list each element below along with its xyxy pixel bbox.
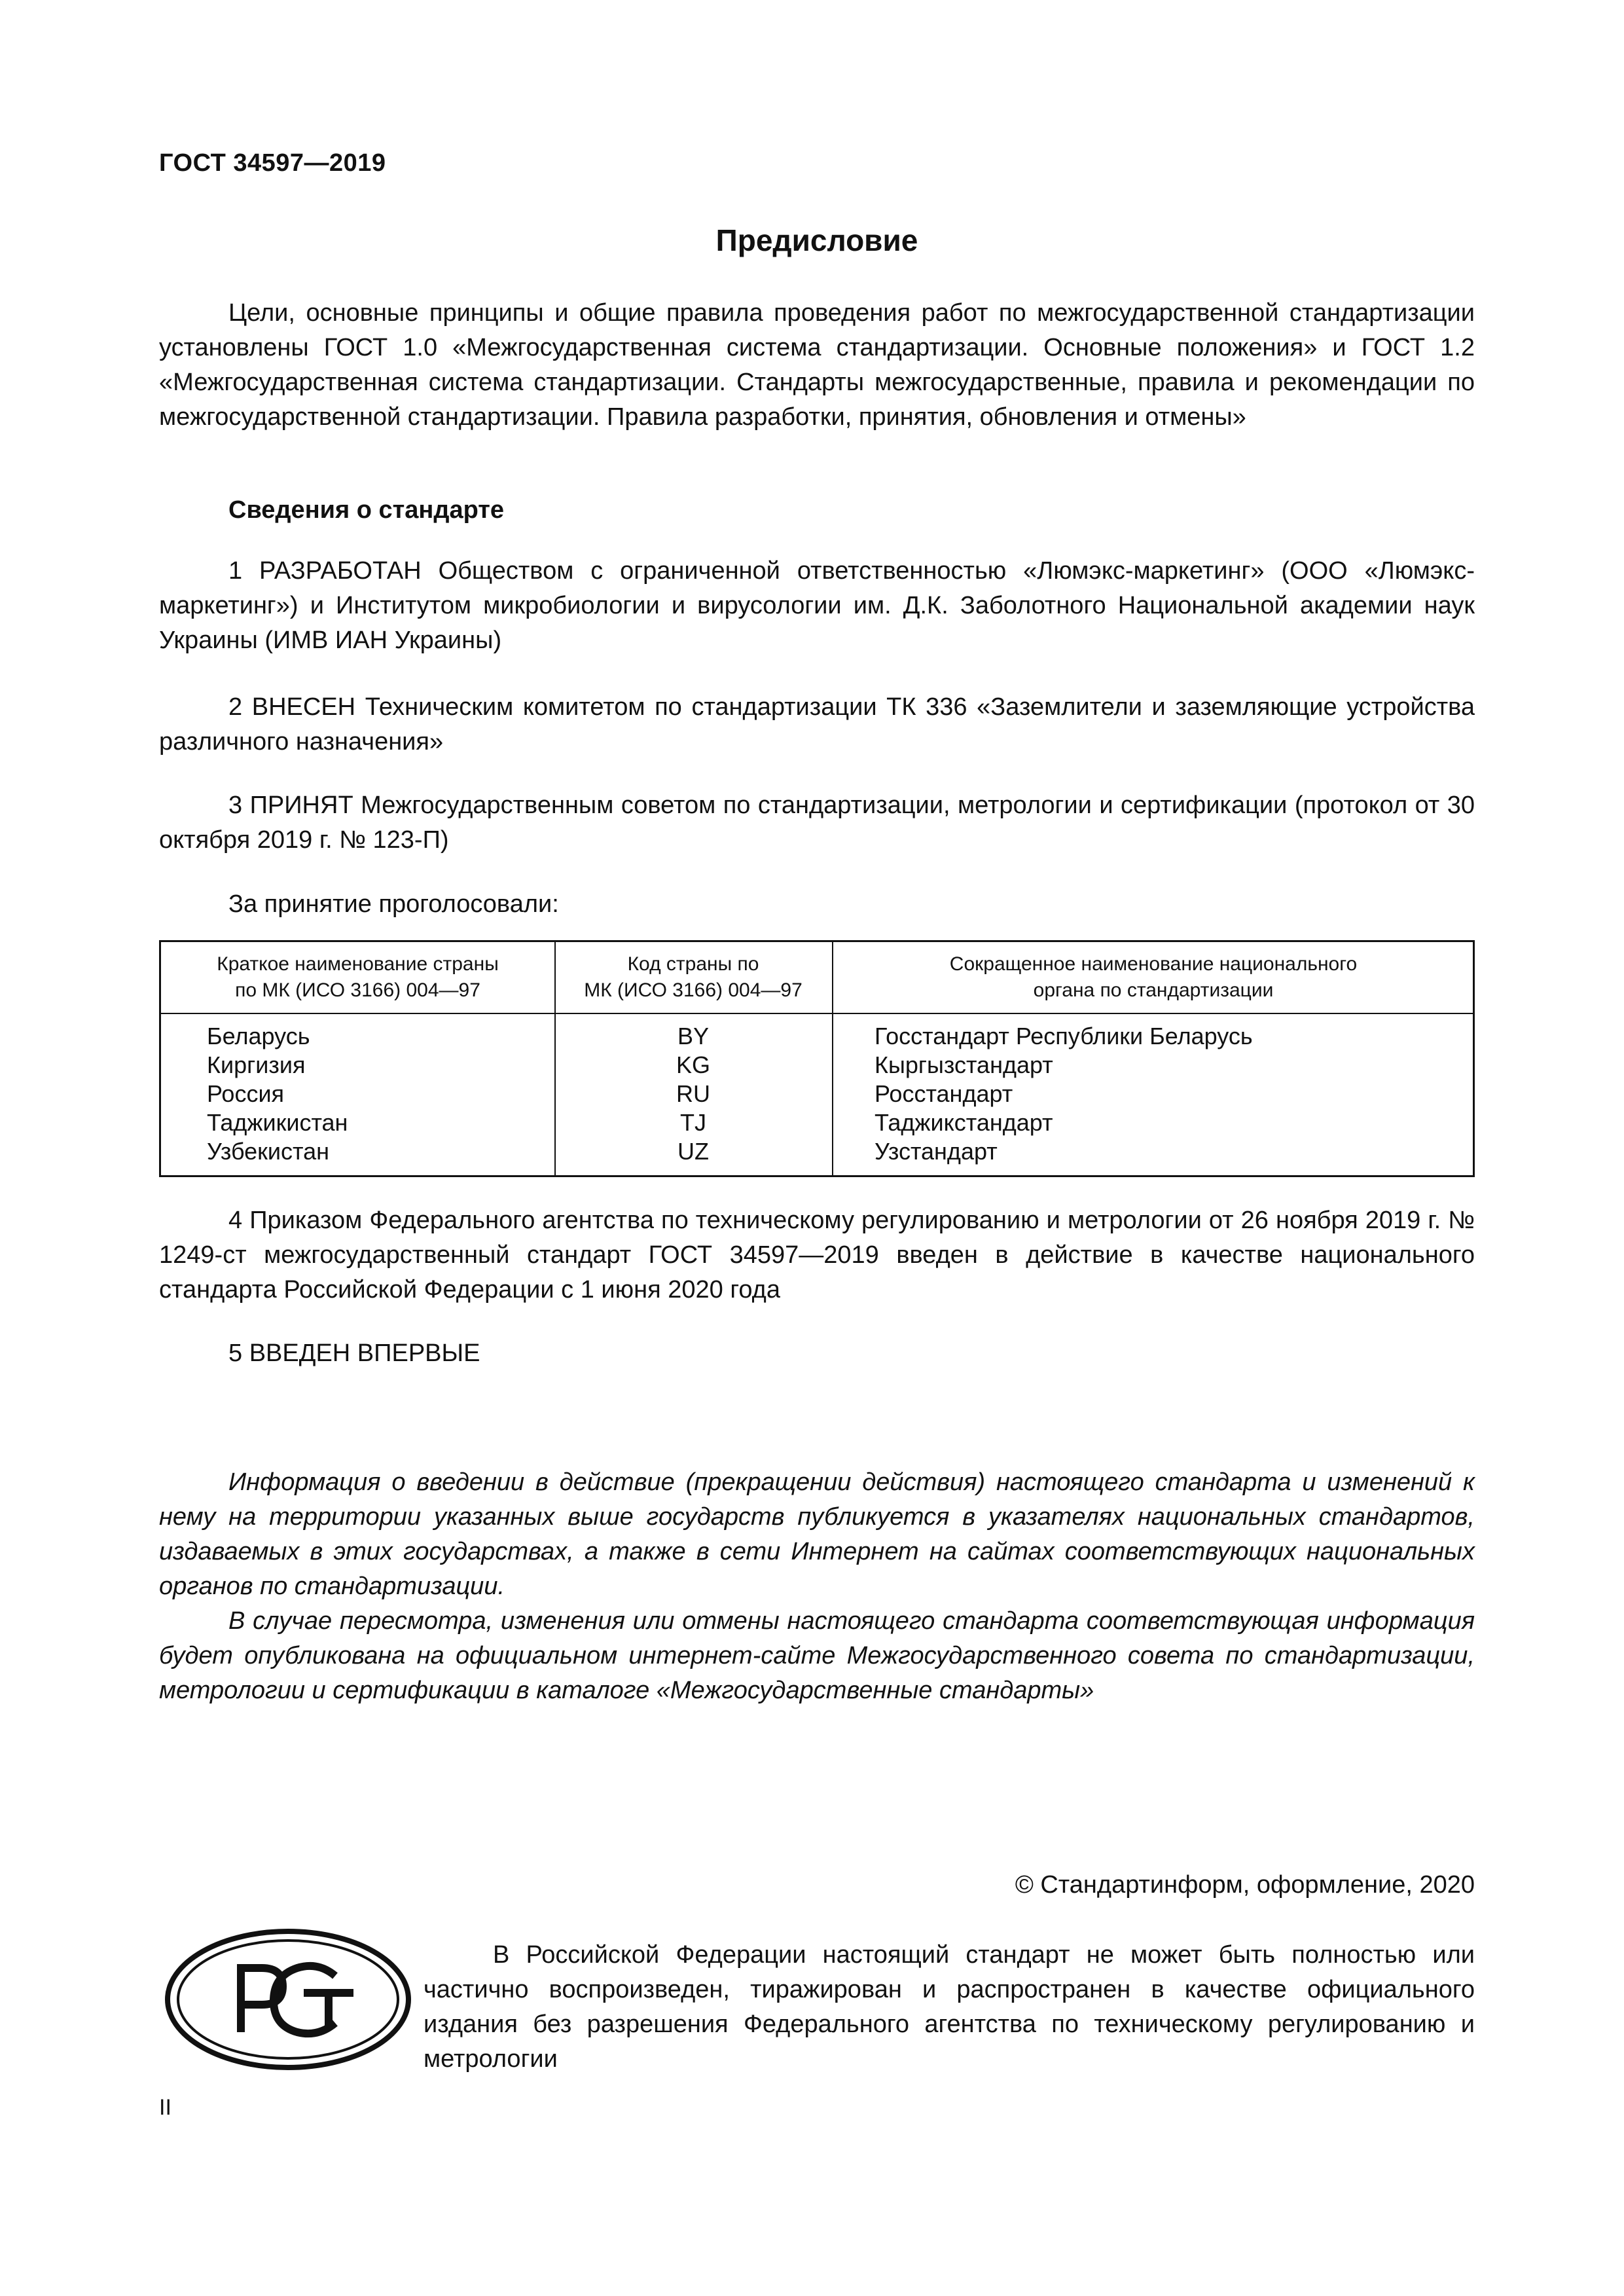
table-cell-code: BY	[677, 1023, 710, 1049]
table-cell-code: RU	[676, 1080, 710, 1107]
copyright-line: © Стандартинформ, оформление, 2020	[1015, 1871, 1475, 1899]
item-developed: 1 РАЗРАБОТАН Обществом с ограниченной ответственностью «Люмэкс-маркетинг» (ООО «Люмэкс-маркетинг») и Институтом микробиологии и вирусологии им. Д.К. Заболотного Национальной академии наук Украины (ИМВ ИАН Украины)	[159, 557, 1475, 654]
table-header-code: Код страны по МК (ИСО 3166) 004—97	[584, 953, 803, 1001]
table-cell-body: Росстандарт	[875, 1080, 1013, 1107]
item-enacted: 4 Приказом Федерального агентства по техническому регулированию и метрологии от 26 ноября 2019 г. № 1249-ст межгосударственный стандарт ГОСТ 34597—2019 введен в действие в качестве национального стандарта Российской Федерации с 1 июня 2020 года	[159, 1207, 1475, 1303]
table-cell-body: Узстандарт	[875, 1138, 998, 1165]
table-header-body: Сокращенное наименование национального органа по стандартизации	[949, 953, 1358, 1001]
item-adopted: 3 ПРИНЯТ Межгосударственным советом по стандартизации, метрологии и сертификации (протокол от 30 октября 2019 г. № 123-П)	[159, 792, 1475, 854]
page-number: II	[159, 2095, 171, 2120]
rights-notice: В Российской Федерации настоящий стандарт не может быть полностью или частично воспроизведен, тиражирован и распространен в качестве официального издания без разрешения Федерального агентства по техническому регулированию и метрологии	[424, 1941, 1475, 2073]
table-header-country: Краткое наименование страны по МК (ИСО 3166) 004—97	[217, 953, 499, 1001]
table-cell-code: KG	[676, 1051, 710, 1078]
standard-info-heading: Сведения о стандарте	[228, 496, 505, 524]
table-cell-country: Киргизия	[207, 1051, 306, 1078]
table-cell-country: Беларусь	[207, 1023, 310, 1049]
table-cell-country: Россия	[207, 1080, 285, 1107]
table-cell-body: Таджикстандарт	[875, 1109, 1053, 1136]
voted-label: За принятие проголосовали:	[228, 890, 559, 918]
table-column-country	[207, 1022, 348, 1166]
table-cell-country: Таджикистан	[207, 1109, 348, 1136]
intro-paragraph: Цели, основные принципы и общие правила проведения работ по межгосударственной стандартизации установлены ГОСТ 1.0 «Межгосударственная система стандартизации. Основные положения» и ГОСТ 1.2 «Межгосударственная система стандартизации. Стандарты межгосударственные, правила и рекомендации по межгосударственной стандартизации. Правила разработки, принятия, обновления и отмены»	[159, 299, 1475, 431]
item-first-introduced: 5 ВВЕДЕН ВПЕРВЫЕ	[228, 1339, 480, 1367]
table-column-body	[875, 1022, 1253, 1166]
doc-code: ГОСТ 34597—2019	[159, 149, 386, 177]
info-notice-paragraph-1: Информация о введении в действие (прекращении действия) настоящего стандарта и изменений к нему на территории указанных выше государств публикуется в указателях национальных стандартов, издаваемых в этих государствах, а также в сети Интернет на сайтах соответствующих национальных органов по стандартизации.	[159, 1468, 1475, 1600]
table-cell-country: Узбекистан	[207, 1138, 330, 1165]
item-submitted: 2 ВНЕСЕН Техническим комитетом по стандартизации ТК 336 «Заземлители и заземляющие устройства различного назначения»	[159, 693, 1475, 756]
info-notice-paragraph-2: В случае пересмотра, изменения или отмены настоящего стандарта соответствующая информация будет опубликована на официальном интернет-сайте Межгосударственного совета по стандартизации, метрологии и сертификации в каталоге «Межгосударственные стандарты»	[159, 1607, 1475, 1704]
rst-logo-icon	[164, 1927, 412, 2071]
table-header-divider	[161, 1013, 1473, 1014]
table-cell-body: Госстандарт Республики Беларусь	[875, 1023, 1253, 1049]
table-column-code	[554, 1022, 832, 1166]
table-cell-code: UZ	[677, 1138, 709, 1165]
page-title: Предисловие	[715, 223, 918, 257]
table-cell-code: TJ	[680, 1109, 706, 1136]
table-cell-body: Кыргызстандарт	[875, 1051, 1053, 1078]
vote-table	[159, 940, 1475, 1177]
